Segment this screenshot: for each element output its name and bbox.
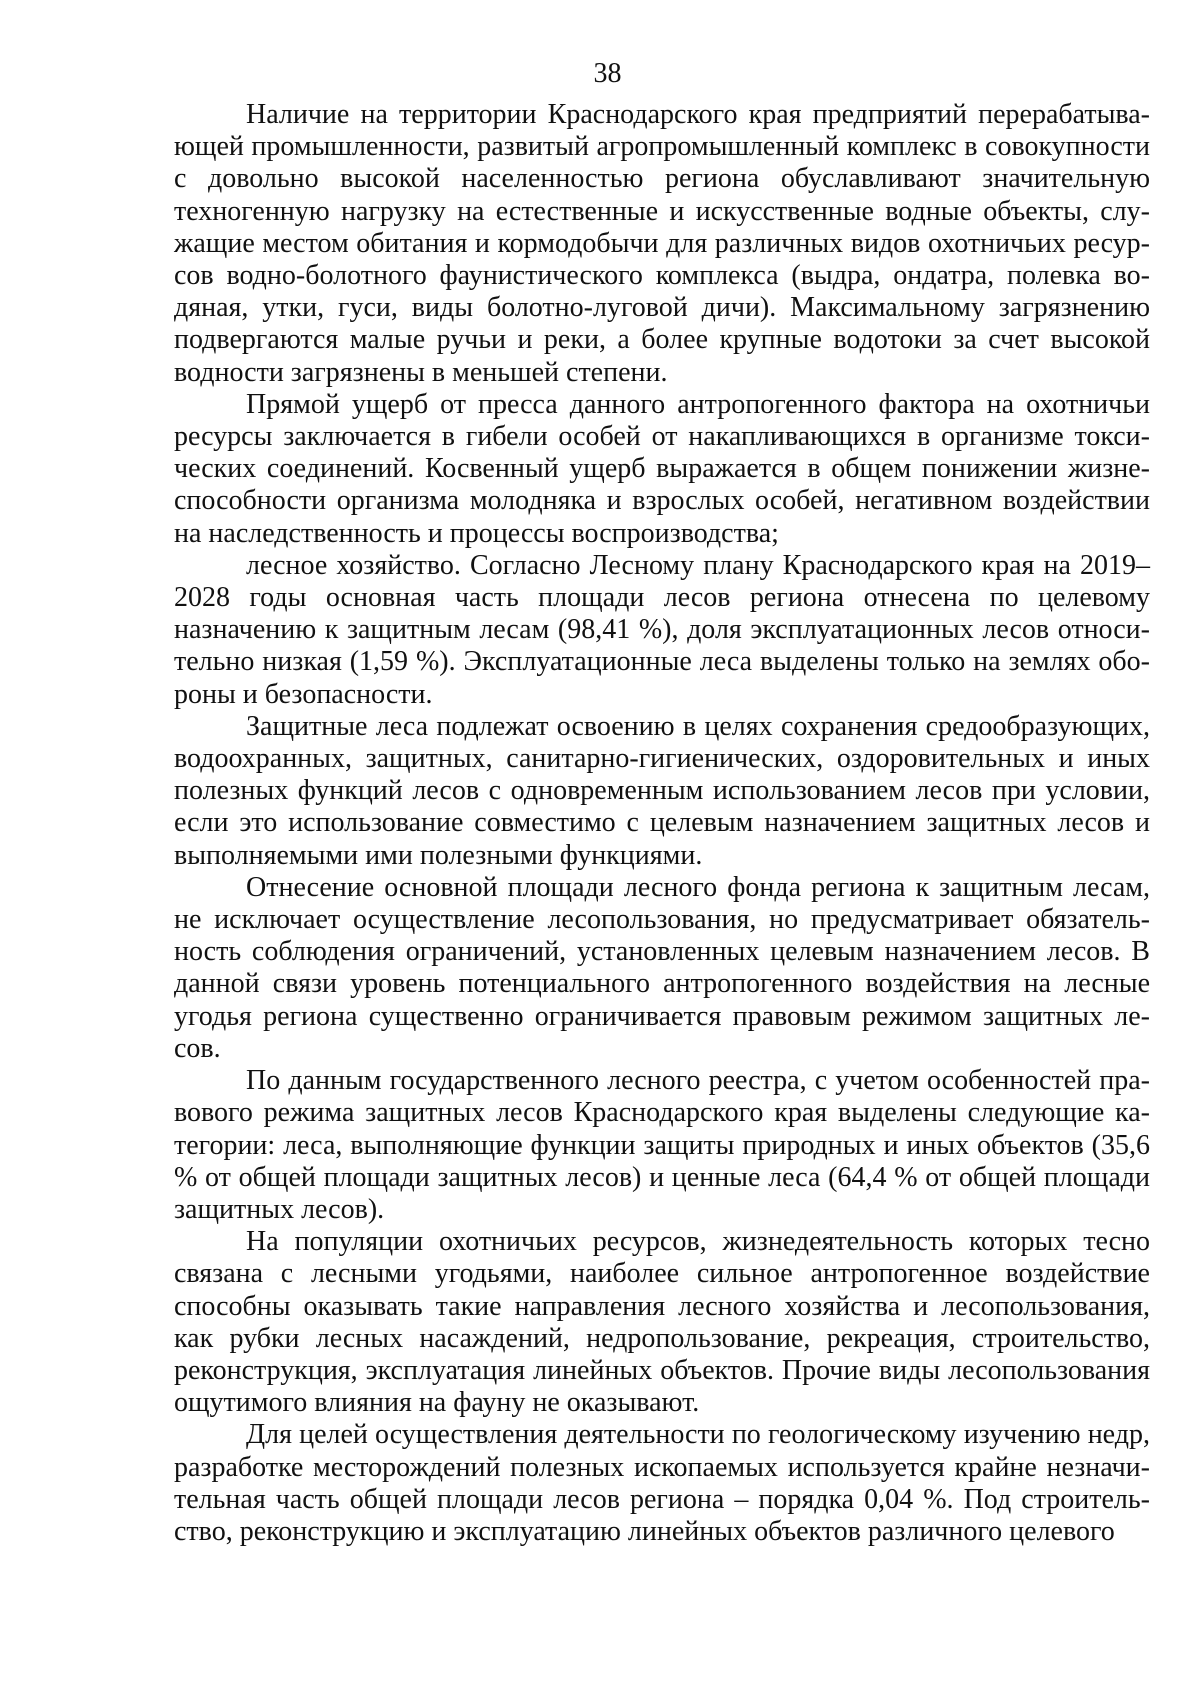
paragraph-protective-forests: Защитные леса подлежат освоению в целях сохранения средообразующих, водоохранных, защитных, санитарно-гигиенических, оздоровительных и иных полезных функций лесов с одновременным использованием лесов при условии, если это использование совместимо с целевым назначением защитных лесов и выполняемыми ими полезными функциями. — [174, 710, 1150, 871]
paragraph-forest-registry: По данным государственного лесного реестра, с учетом особенностей правового режима защитных лесов Краснодарского края выделены следующие категории: леса, выполняющие функции защиты природных и иных объектов (35,6 % от общей площади защитных лесов) и ценные леса (64,4 % от общей площади защитных лесов). — [174, 1065, 1150, 1225]
paragraph-forest-use: Отнесение основной площади лесного фонда региона к защитным лесам, не исключает осуществление лесопользования, но предусматривает обязательность соблюдения ограничений, установленных целевым назначением лесов. В данной связи уровень потенциального антропогенного воздействия на лесные угодья региона существенно ограничивается правовым режимом защитных лесов. — [174, 871, 1150, 1064]
paragraph-geological-study: Для целей осуществления деятельности по геологическому изучению недр, разработке месторождений полезных ископаемых используется крайне незначительная часть общей площади лесов региона – порядка 0,04 %. Под строительство, реконструкцию и эксплуатацию линейных объектов различного целевого — [174, 1419, 1150, 1547]
paragraph-game-populations: На популяции охотничьих ресурсов, жизнедеятельность которых тесно связана с лесными угодьями, наиболее сильное антропогенное воздействие способны оказывать такие направления лесного хозяйства и лесопользования, как рубки лесных насаждений, недропользование, рекреация, строительство, реконструкция, эксплуатация линейных объектов. Прочие виды лесопользования ощутимого влияния на фауну не оказывают. — [174, 1226, 1150, 1419]
paragraph-forestry: лесное хозяйство. Согласно Лесному плану Краснодарского края на 2019–2028 годы основная часть площади лесов региона отнесена по целевому назначению к защитным лесам (98,41 %), доля эксплуатационных лесов относительно низкая (1,59 %). Эксплуатационные леса выделены только на землях обороны и безопасности. — [174, 549, 1150, 710]
paragraph-water-pollution: Наличие на территории Краснодарского края предприятий перерабатывающей промышленности, развитый агропромышленный комплекс в совокупности с довольно высокой населенностью региона обуславливают значительную техногенную нагрузку на естественные и искусственные водные объекты, служащие местом обитания и кормодобычи для различных видов охотничьих ресурсов водно-болотного фаунистического комплекса (выдра, ондатра, полевка водяная, утки, гуси, виды болотно-луговой дичи). Максимальному загрязнению подвергаются малые ручьи и реки, а более крупные водотоки за счет высокой водности загрязнены в меньшей степени. — [174, 99, 1150, 388]
document-body — [174, 99, 1150, 1548]
paragraph-direct-damage: Прямой ущерб от пресса данного антропогенного фактора на охотничьи ресурсы заключается в гибели особей от накапливающихся в организме токсических соединений. Косвенный ущерб выражается в общем понижении жизнеспособности организма молодняка и взрослых особей, негативном воздействии на наследственность и процессы воспроизводства; — [174, 388, 1150, 549]
page-number: 38 — [593, 58, 622, 89]
